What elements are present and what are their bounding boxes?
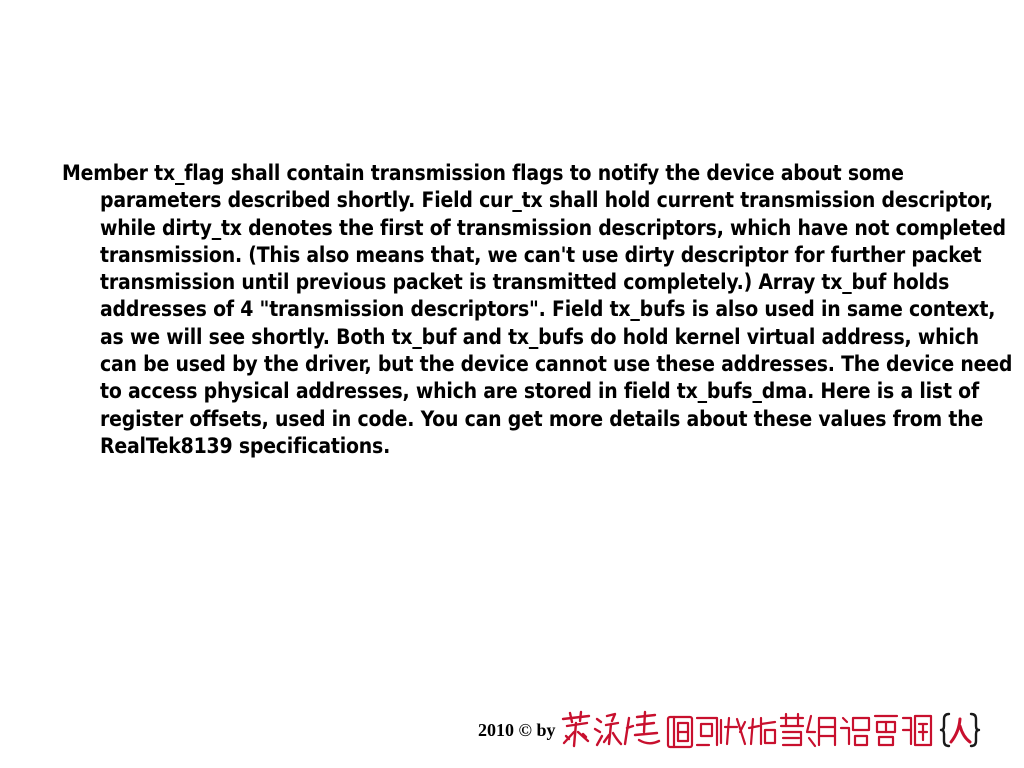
footer <box>478 708 981 752</box>
body-paragraph: Member tx_flag shall contain transmission flags to notify the device about some parameters described shortly. Field cur_tx shall hold current transmission descriptor, while dirty_tx denotes the first of transmission descriptors, which have not completed transmission. (This also means that, we can't use dirty descriptor for further packet transmission until previous packet is transmitted completely.) Array tx_buf holds addresses of 4 "transmission descriptors". Field tx_bufs is also used in same context, as we will see shortly. Both tx_buf and tx_bufs do hold kernel virtual address, which can be used by the driver, but the device cannot use these addresses. The device need to access physical addresses, which are stored in field tx_bufs_dma. Here is a list of register offsets, used in code. You can get more details about these values from the RealTek8139 specifications. <box>62 161 1013 458</box>
braces-person-logo <box>939 710 981 750</box>
copyright-text: 2010 © by <box>478 719 556 740</box>
signature-icon <box>559 710 663 750</box>
seal-icon <box>665 710 937 750</box>
